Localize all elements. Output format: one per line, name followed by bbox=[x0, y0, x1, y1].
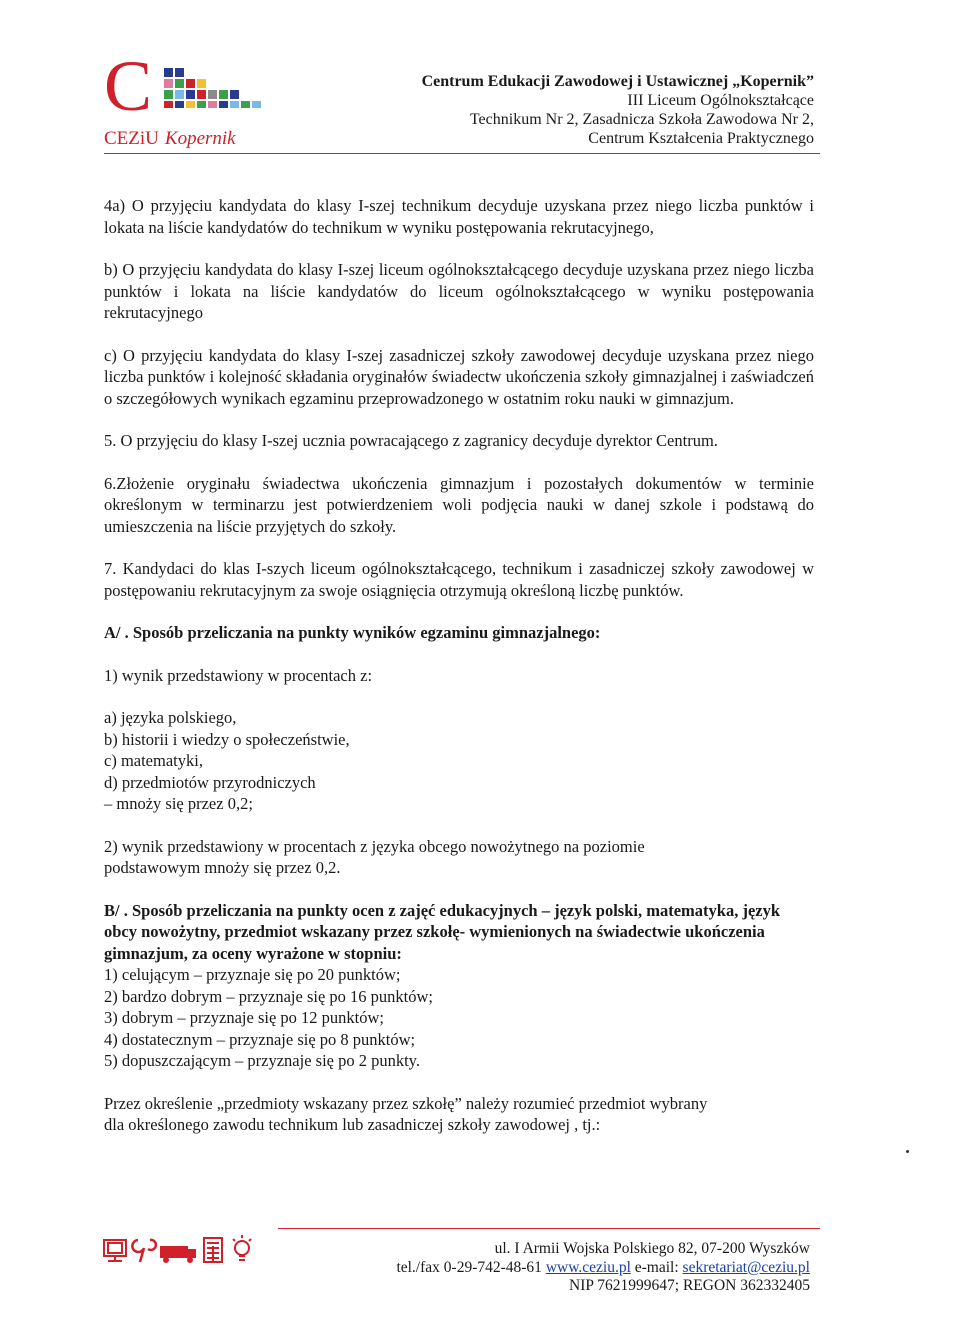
institution-name: Centrum Edukacji Zawodowej i Ustawicznej „Kopernik” bbox=[421, 73, 814, 90]
logo-brand-left: CEZiU bbox=[104, 128, 159, 149]
footer-address: ul. I Armii Wojska Polskiego 82, 07-200 Wyszków bbox=[494, 1240, 810, 1257]
school-line-4: Centrum Kształcenia Praktycznego bbox=[588, 130, 814, 147]
paragraph-4b: b) O przyjęciu kandydata do klasy I-szej liceum ogólnokształcącego decyduje uzyskana przez niego liczba punktów i lokata na liście kandydatów do liceum ogólnokształcącego w wyniku postępowania rekrutacyjnego bbox=[104, 260, 814, 322]
section-a-subject-list bbox=[104, 707, 814, 815]
calculator-icon bbox=[204, 1238, 222, 1262]
item-2-line-2: podstawowym mnoży się przez 0,2. bbox=[104, 858, 341, 877]
paragraph-7: 7. Kandydaci do klas I-szych liceum ogólnokształcącego, technikum i zasadniczej szkoły zawodowej w postępowaniu rekrutacyjnym za swoje osiągnięcia otrzymują określoną liczbę punktów. bbox=[104, 559, 814, 600]
lightbulb-icon bbox=[233, 1235, 251, 1260]
list-item: d) przedmiotów przyrodniczych bbox=[104, 772, 316, 792]
list-item: b) historii i wiedzy o społeczeństwie, bbox=[104, 729, 350, 749]
list-item: 4) dostatecznym – przyznaje się po 8 punktów; bbox=[104, 1029, 416, 1049]
stray-dot bbox=[906, 1150, 909, 1153]
list-item: a) języka polskiego, bbox=[104, 708, 237, 727]
section-a-item-2 bbox=[104, 836, 814, 879]
website-link[interactable]: www.ceziu.pl bbox=[545, 1258, 631, 1276]
list-item: 5) dopuszczającym – przyznaje się po 2 punkty. bbox=[104, 1051, 420, 1070]
logo-brand-right: Kopernik bbox=[164, 128, 236, 149]
section-a-item-1: 1) wynik przedstawiony w procentach z: bbox=[104, 665, 373, 685]
paragraph-6: 6.Złożenie oryginału świadectwa ukończenia gimnazjum i pozostałych dokumentów w terminie określonym w terminarzu jest potwierdzeniem woli podjęcia nauki w danej szkole i podstawą do umieszczenia na liście przyjętych do szkoły. bbox=[104, 473, 814, 536]
logo-letter: C bbox=[104, 46, 153, 126]
list-item: c) matematyki, bbox=[104, 751, 203, 770]
footer-telfax: tel./fax 0-29-742-48-61 bbox=[396, 1258, 542, 1276]
footer-divider bbox=[278, 1228, 820, 1229]
list-item: 1) celującym – przyznaje się po 20 punktów; bbox=[104, 965, 401, 984]
list-item: 2) bardzo dobrym – przyznaje się po 16 punktów; bbox=[104, 986, 434, 1006]
email-label: e-mail: bbox=[634, 1258, 679, 1276]
footer-contact bbox=[396, 1240, 810, 1296]
closing-paragraph bbox=[104, 1093, 814, 1136]
letterhead bbox=[422, 72, 814, 148]
list-item: 3) dobrym – przyznaje się po 12 punktów; bbox=[104, 1008, 384, 1027]
wrench-icon bbox=[132, 1240, 156, 1262]
cezIu-logo bbox=[104, 46, 264, 152]
school-line-3: Technikum Nr 2, Zasadnicza Szkoła Zawodowa Nr 2, bbox=[469, 111, 814, 128]
paragraph-4a: 4a) O przyjęciu kandydata do klasy I-szej technikum decyduje uzyskana przez niego liczba punktów i lokata na liście kandydatów do technikum w wyniku postępowania rekrutacyjnego, bbox=[104, 196, 814, 237]
logo-mosaic-icon bbox=[164, 68, 264, 120]
footer-contact-line bbox=[396, 1259, 810, 1278]
paragraph-5: 5. O przyjęciu do klasy I-szej ucznia powracającego z zagranicy decyduje dyrektor Centrum. bbox=[104, 431, 718, 450]
document-body bbox=[104, 195, 814, 1136]
logo-brand-text bbox=[104, 128, 236, 150]
section-a-title: A/ . Sposób przeliczania na punkty wyników egzaminu gimnazjalnego: bbox=[104, 623, 601, 642]
list-item: – mnoży się przez 0,2; bbox=[104, 794, 253, 813]
section-b-title: B/ . Sposób przeliczania na punkty ocen z zajęć edukacyjnych – język polski, matematyka, język obcy nowożytny, przedmiot wskazany przez szkołę- wymienionych na świadectwie ukończenia gimnazjum, za oceny wyrażone w stopniu: bbox=[104, 900, 781, 963]
closing-line-2: dla określonego zawodu technikum lub zasadniczej szkoły zawodowej , tj.: bbox=[104, 1115, 601, 1134]
header-divider bbox=[104, 153, 820, 154]
section-b-grade-list bbox=[104, 964, 814, 1072]
item-2-line-1: 2) wynik przedstawiony w procentach z języka obcego nowożytnego na poziomie bbox=[104, 836, 645, 856]
truck-icon bbox=[160, 1246, 196, 1263]
closing-line-1: Przez określenie „przedmioty wskazany przez szkołę” należy rozumieć przedmiot wybrany bbox=[104, 1093, 708, 1113]
school-line-2: III Liceum Ogólnokształcące bbox=[627, 92, 814, 109]
footer-icon-strip bbox=[102, 1232, 272, 1272]
paragraph-4c: c) O przyjęciu kandydata do klasy I-szej zasadniczej szkoły zawodowej decyduje uzyskana przez niego liczba punktów i kolejność składania oryginałów świadectw ukończenia szkoły gimnazjalnej i zaświadczeń o szczegółowych wynikach egzaminu przeprowadzonego w ostatnim roku nauki w gimnazjum. bbox=[104, 345, 814, 408]
footer-ids: NIP 7621999647; REGON 362332405 bbox=[569, 1277, 810, 1294]
computer-icon bbox=[104, 1240, 126, 1261]
email-link[interactable]: sekretariat@ceziu.pl bbox=[682, 1258, 810, 1276]
